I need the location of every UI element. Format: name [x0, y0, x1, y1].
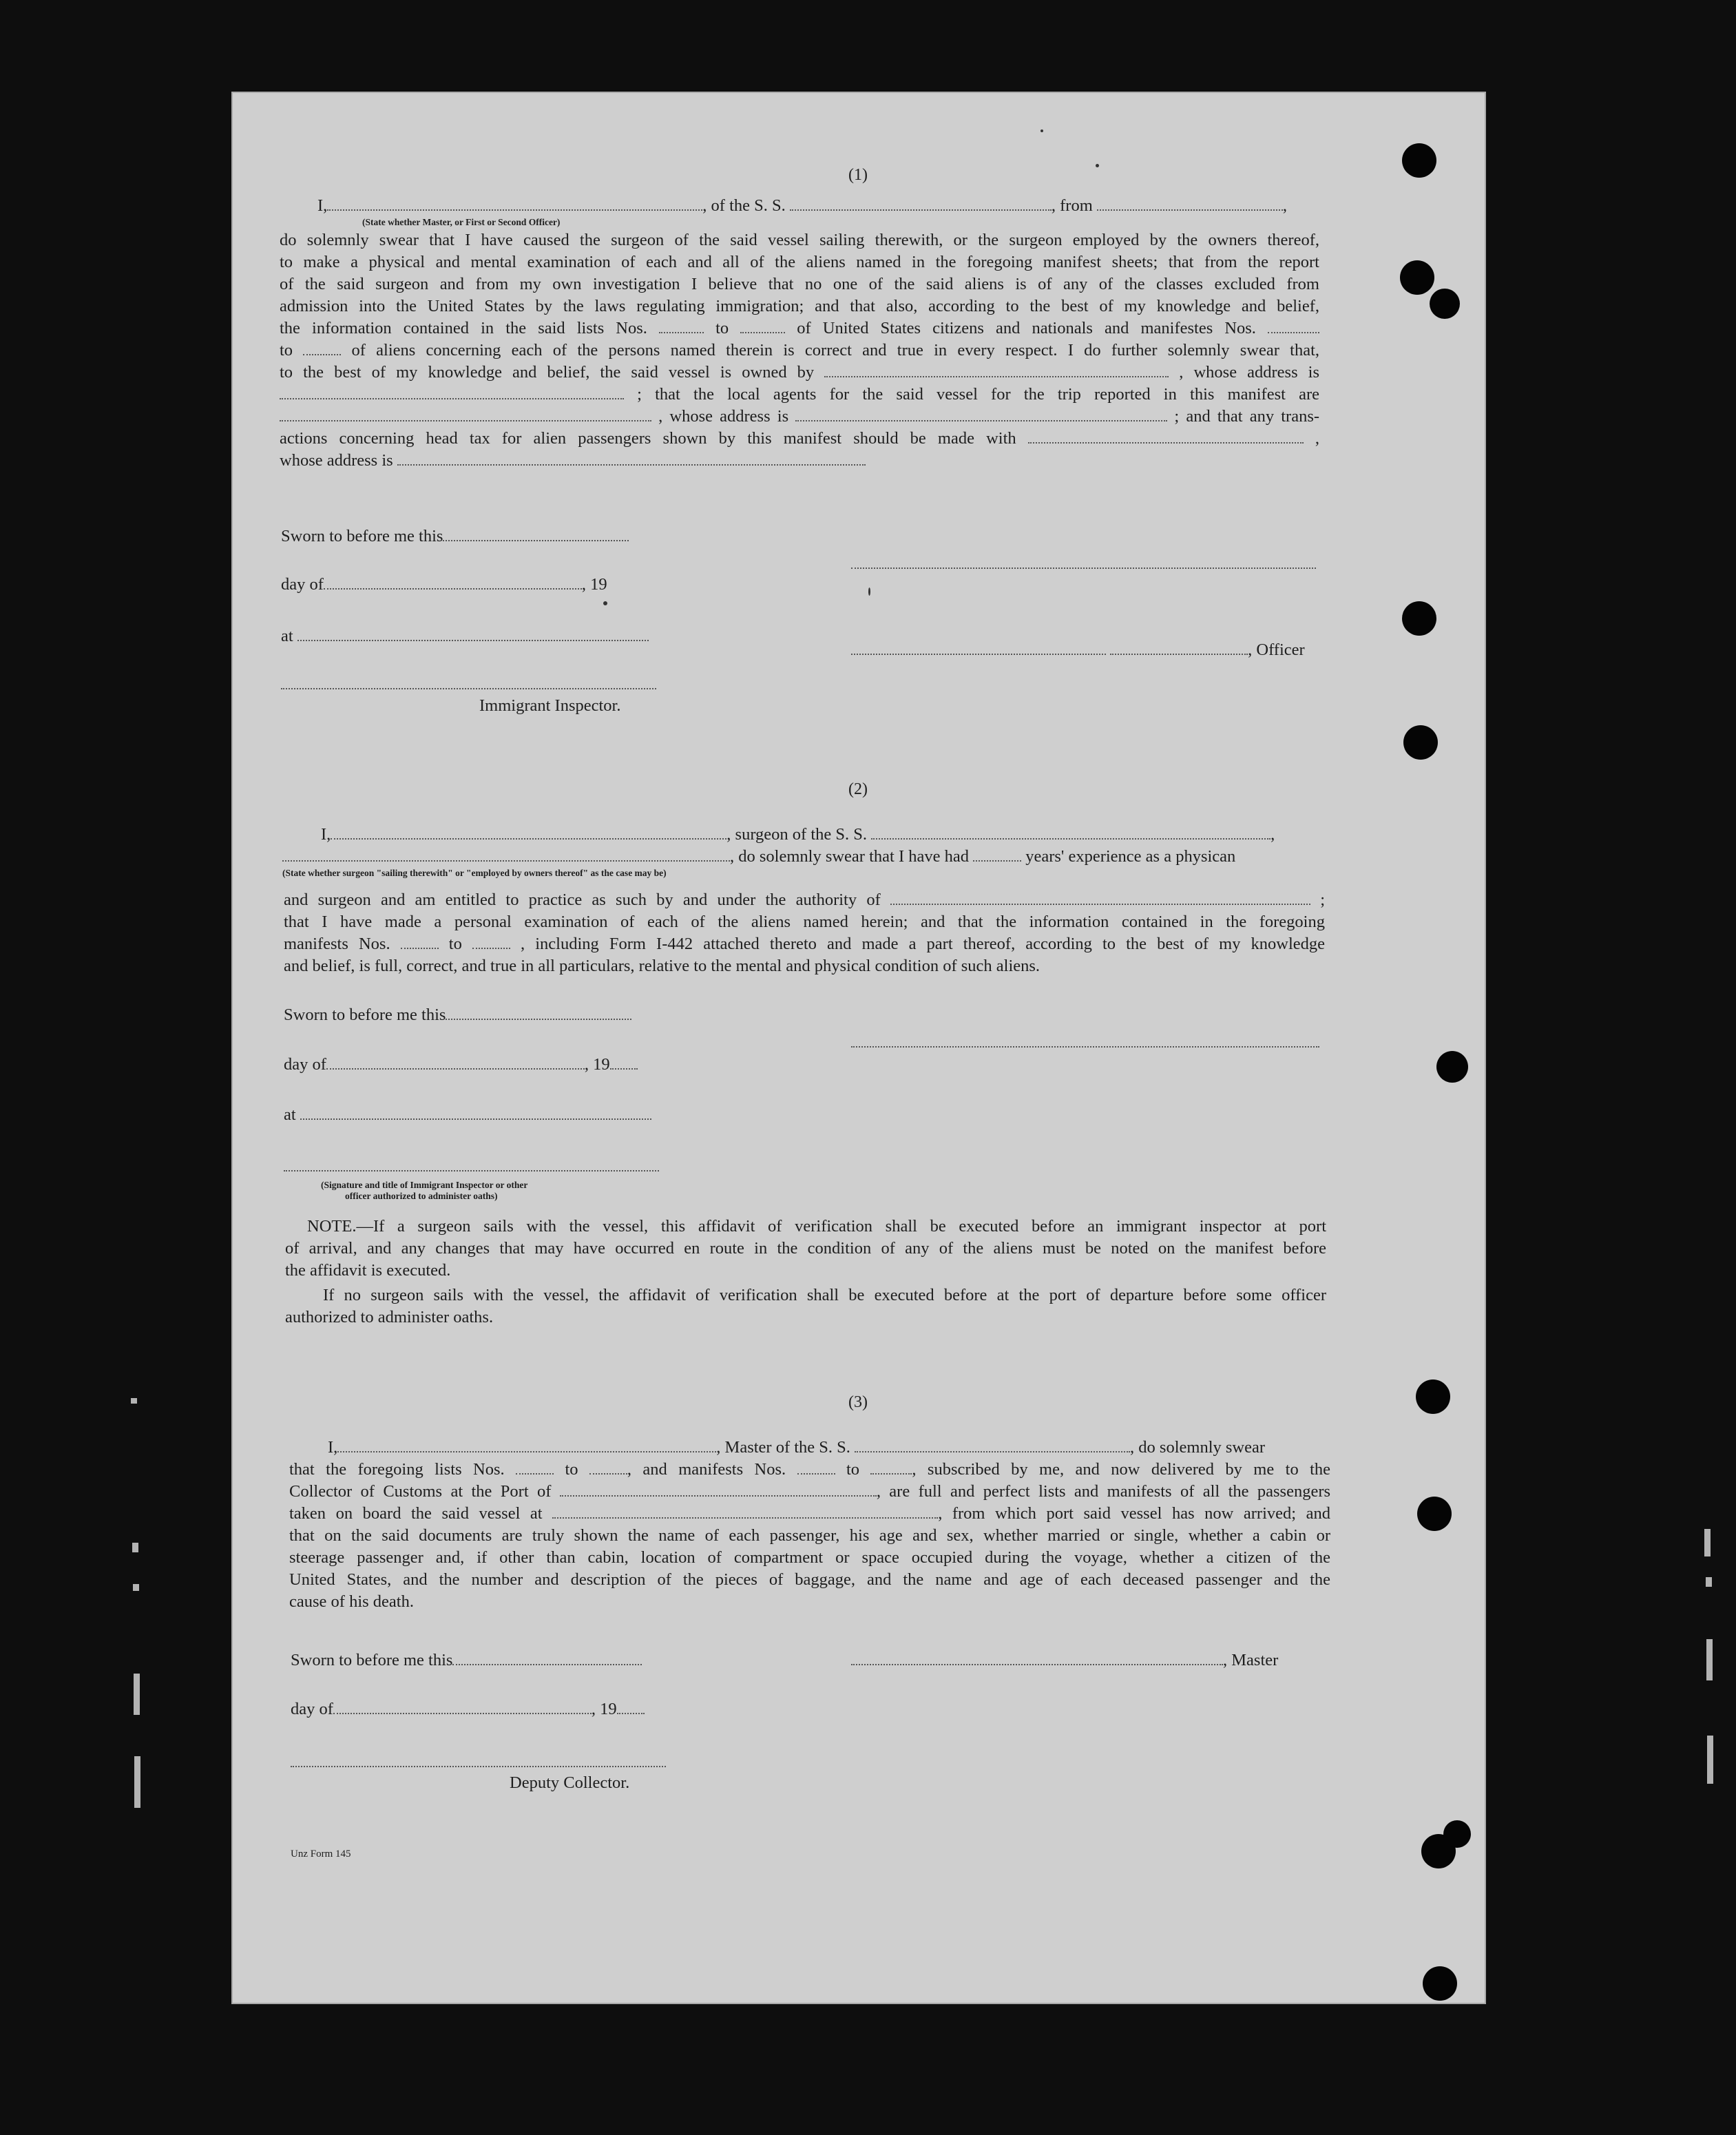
- s2-day-line: day of , 19: [284, 1054, 638, 1076]
- s2-line-1: I, , surgeon of the S. S. ,: [321, 825, 1275, 844]
- margin-mark: [1707, 1736, 1713, 1784]
- s1-sworn-line: Sworn to before me this: [281, 525, 629, 548]
- s3-collector-signature[interactable]: [291, 1751, 666, 1773]
- s1-officer-blank[interactable]: [327, 196, 702, 211]
- s2-signature-line[interactable]: [851, 1032, 1319, 1054]
- dust-speck: [1040, 129, 1043, 132]
- section-1-heading: (1): [848, 166, 868, 184]
- s1-at-line: at: [281, 625, 649, 647]
- s2-paragraph: and surgeon and am entitled to practice as such by and under the authority of ; that I have made a personal examination of each of the aliens named herein; and that the information contained in the foregoing manifests Nos. to , including Form I-442 attached thereto and made a part thereof, according to the best of my knowledge and belief, is full, correct, and true in all particulars, relative to the mental and physical condition of such aliens.: [284, 891, 1326, 975]
- s3-line-1: I, , Master of the S. S. , do solemnly swear: [328, 1438, 1266, 1457]
- s2-sworn-line: Sworn to before me this: [284, 1004, 631, 1026]
- margin-mark: [1706, 1639, 1713, 1680]
- s1-officer-note: (State whether Master, or First or Second Officer): [362, 217, 561, 227]
- s3-master-line: , Master: [851, 1649, 1278, 1671]
- s1-paragraph: do solemnly swear that I have caused the surgeon of the said vessel sailing therewith, or the surgeon employed by the owners thereof, to make a physical and mental examination of each and all of the aliens named in the foregoing manifest sheets; that from the report of the said surgeon and from my own investigation I believe that no one of the said aliens is of any of the classes excluded from admission into the United States by the laws regulating immigration; and that also, according to the best of my knowledge and belief, the information contained in the said lists Nos. to of United States citizens and nationals and manifestes Nos. to of aliens concerning each of the persons named therein is correct and true in every respect. I do further solemnly swear that, to the best of my knowledge and belief, the said vessel is owned by , whose address is ; that the local agents for the said vessel for the trip reported in this manifest are , whose address is ; and that any trans- actions concerning head tax for alien passengers shown by this manifest should be made with , whose address is: [280, 231, 1320, 470]
- binder-hole: [1402, 601, 1436, 636]
- section-3-heading: (3): [848, 1393, 868, 1411]
- form-number: Unz Form 145: [291, 1848, 351, 1860]
- s2-line-2: , do solemnly swear that I have had years' experience as a physican: [282, 846, 1326, 868]
- note-paragraph-2: If no surgeon sails with the vessel, the affidavit of verification shall be executed before at the port of departure before some officer authorized to administer oaths.: [285, 1286, 1326, 1326]
- binder-hole: [1430, 289, 1460, 319]
- s1-day-line: day of , 19: [281, 575, 607, 594]
- binder-hole: [1423, 1966, 1457, 2001]
- margin-mark: [134, 1756, 140, 1808]
- binder-hole: [1417, 1497, 1452, 1531]
- dust-speck: [1096, 164, 1099, 167]
- binder-hole: [1402, 143, 1436, 178]
- binder-hole: [1416, 1379, 1450, 1414]
- s2-sig-note-2: officer authorized to administer oaths): [345, 1191, 498, 1201]
- margin-mark: [134, 1674, 140, 1715]
- section-2-heading: (2): [848, 780, 868, 798]
- s3-day-line: day of , 19: [291, 1698, 645, 1720]
- s3-paragraph: that the foregoing lists Nos. to , and manifests Nos. to , subscribed by me, and now delivered by me to the Collector of Customs at the Port of , are full and perfect lists and manifests of all the passengers taken on board the said vessel at , from which port said vessel has now arrived; and that on the said documents are truly shown the name of each passenger, his age and sex, whether married or single, whether a cabin or steerage passenger and, if other than cabin, location of compartment or space occupied during the voyage, whether a citizen of the United States, and the number and description of the pieces of baggage, and the name and age of each deceased passenger and the cause of his death.: [289, 1460, 1331, 1611]
- binder-hole: [1443, 1820, 1471, 1848]
- s2-surgeon-note: (State whether surgeon "sailing therewith" or "employed by owners thereof" as the case may be): [282, 868, 667, 878]
- s1-signature-line[interactable]: [851, 553, 1316, 575]
- binder-hole: [1436, 1051, 1468, 1083]
- s1-inspector-signature[interactable]: [281, 674, 656, 696]
- binder-hole: [1400, 260, 1434, 295]
- s1-ship-blank[interactable]: [790, 196, 1052, 211]
- dust-speck: [603, 601, 607, 605]
- s1-from-blank[interactable]: [1097, 196, 1283, 211]
- s3-collector-label: Deputy Collector.: [510, 1773, 630, 1792]
- note-paragraph: NOTE.—If a surgeon sails with the vessel, this affidavit of verification shall be executed before an immigrant inspector at port of arrival, and any changes that may have occurred en route in the condition of any of the aliens must be noted on the manifest before the affidavit is executed.: [285, 1217, 1326, 1280]
- margin-mark: [1706, 1577, 1712, 1587]
- s2-sig-note-1: (Signature and title of Immigrant Inspector or other: [321, 1180, 528, 1190]
- margin-mark: [131, 1398, 137, 1404]
- binder-hole: [1403, 725, 1438, 760]
- s3-sworn-line: Sworn to before me this: [291, 1649, 642, 1671]
- margin-mark: [133, 1584, 139, 1591]
- s2-at-line: at: [284, 1104, 651, 1126]
- s2-inspector-signature[interactable]: [284, 1156, 659, 1178]
- margin-mark: [1704, 1529, 1711, 1556]
- dust-speck: [868, 587, 870, 596]
- form-sheet: [231, 92, 1486, 2004]
- s1-line-1: I, , of the S. S. , from ,: [317, 196, 1288, 215]
- s1-officer-line: , Officer: [851, 639, 1305, 661]
- s1-inspector-label: Immigrant Inspector.: [479, 696, 621, 715]
- margin-mark: [132, 1543, 138, 1552]
